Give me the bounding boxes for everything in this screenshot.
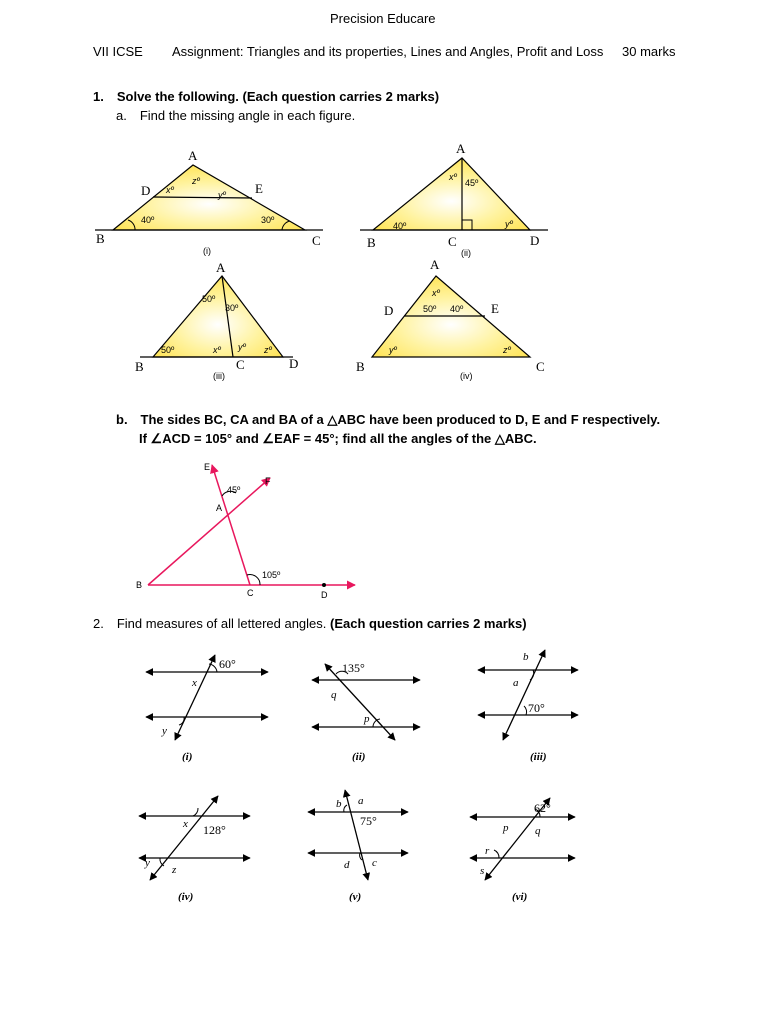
- figb-label-F: F: [265, 476, 271, 486]
- fig4-label-B: B: [356, 359, 365, 374]
- fig2-caption: (ii): [461, 248, 471, 258]
- p6-angle-s: s: [480, 865, 485, 877]
- fig4-label-A: A: [430, 257, 440, 272]
- p3-angle-b: b: [523, 651, 529, 663]
- p4-angle-x: x: [183, 818, 188, 830]
- p6-angle-r: r: [485, 845, 490, 857]
- class-label: VII ICSE: [93, 44, 143, 59]
- fig1-angle-40: 40º: [141, 215, 155, 225]
- fig2-angle-40: 40º: [393, 221, 407, 231]
- fig1-label-D: D: [141, 183, 151, 198]
- assignment-title: Assignment: Triangles and its properties, Lines and Angles, Profit and Loss: [172, 44, 604, 59]
- q1-heading: 1. Solve the following. (Each question carries 2 marks): [93, 89, 440, 104]
- fig3-angle-y: yº: [238, 342, 246, 352]
- fig2-label-B: B: [367, 235, 376, 250]
- fig1-label-A: A: [188, 148, 198, 163]
- triangle-figure-2: [360, 141, 548, 258]
- p2-angle-p: p: [364, 713, 370, 725]
- total-marks: 30 marks: [622, 44, 676, 59]
- q1a-text: a. Find the missing angle in each figure.: [116, 108, 356, 123]
- p3-angle-70: 70°: [528, 701, 545, 715]
- fig3-label-B: B: [135, 359, 144, 374]
- q2-heading: [93, 616, 527, 631]
- fig4-label-E: E: [491, 301, 499, 316]
- p1-angle-y: y: [162, 725, 167, 737]
- fig1-angle-y: yº: [218, 190, 226, 200]
- fig4-label-C: C: [536, 359, 545, 374]
- p5-angle-b: b: [336, 798, 342, 810]
- figb-label-E: E: [204, 462, 211, 472]
- fig4-angle-z: zº: [503, 345, 511, 355]
- p2-caption: (ii): [352, 751, 366, 763]
- q2-heading-marks: (Each question carries 2 marks): [330, 616, 527, 631]
- p6-caption: (vi): [512, 891, 528, 903]
- triangle-figure-1: [95, 148, 323, 256]
- p6-angle-p: p: [503, 822, 509, 834]
- fig1-label-E: E: [255, 181, 263, 196]
- fig3-angle-50-top: 50º: [202, 294, 216, 304]
- p1-angle-x: x: [192, 677, 197, 689]
- fig1-angle-x: xº: [166, 185, 174, 195]
- fig3-angle-z: zº: [264, 345, 272, 355]
- p6-angle-62: 62°: [534, 801, 551, 815]
- p4-angle-y: y: [145, 857, 150, 869]
- figb-label-A: A: [216, 503, 223, 513]
- fig2-angle-y: yº: [505, 219, 513, 229]
- parallel-figure-4: [139, 796, 250, 903]
- fig3-angle-30: 30º: [225, 303, 239, 313]
- fig3-caption: (iii): [213, 371, 225, 381]
- q1b-text-line2: If ∠ACD = 105° and ∠EAF = 45°; find all the angles of the △ABC.: [139, 431, 537, 446]
- fig4-angle-x: xº: [432, 288, 440, 298]
- fig1-label-C: C: [312, 233, 321, 248]
- figb-angle-45: 45º: [227, 485, 241, 495]
- fig2-angle-45: 45º: [465, 178, 479, 188]
- fig3-label-A: A: [216, 260, 226, 275]
- p3-angle-a: a: [513, 677, 519, 689]
- p1-caption: (i): [182, 751, 193, 763]
- p2-angle-q: q: [331, 689, 337, 701]
- p4-caption: (iv): [178, 891, 194, 903]
- fig2-label-D: D: [530, 233, 540, 248]
- p3-caption: (iii): [530, 751, 547, 763]
- p5-angle-c: c: [372, 857, 377, 869]
- fig1-angle-z: zº: [192, 176, 200, 186]
- figb-label-D: D: [321, 590, 328, 600]
- p5-angle-d: d: [344, 859, 350, 871]
- fig3-angle-x: xº: [213, 345, 221, 355]
- exterior-angle-figure: [136, 462, 355, 600]
- fig1-label-B: B: [96, 231, 105, 246]
- p4-angle-z: z: [172, 864, 177, 876]
- fig4-caption: (iv): [460, 371, 473, 381]
- parallel-figure-5: [308, 790, 408, 903]
- fig2-angle-x: xº: [449, 172, 457, 182]
- figb-label-C: C: [247, 588, 254, 598]
- p6-angle-q: q: [535, 825, 541, 837]
- p2-angle-135: 135°: [342, 661, 365, 675]
- fig3-label-C: C: [236, 357, 245, 372]
- p4-angle-128: 128°: [203, 823, 226, 837]
- p1-angle-60: 60°: [219, 657, 236, 671]
- fig4-angle-50: 50º: [423, 304, 437, 314]
- fig1-caption: (i): [203, 246, 211, 256]
- q2-heading-text: 2. Find measures of all lettered angles.: [93, 616, 327, 631]
- parallel-figure-6: [470, 798, 575, 903]
- parallel-figure-2: [312, 661, 420, 763]
- figb-label-B: B: [136, 580, 143, 590]
- triangle-figure-3: [135, 260, 298, 381]
- p5-angle-a: a: [358, 795, 364, 807]
- fig3-label-D: D: [289, 356, 299, 371]
- fig1-angle-30: 30º: [261, 215, 275, 225]
- figb-angle-105: 105º: [262, 570, 281, 580]
- parallel-figure-3: [478, 650, 578, 763]
- triangle-figure-4: [356, 257, 545, 381]
- fig4-label-D: D: [384, 303, 394, 318]
- fig3-angle-50-base: 50º: [161, 345, 175, 355]
- fig2-label-C: C: [448, 234, 457, 249]
- q1b-text-line1: b. The sides BC, CA and BA of a △ABC have been produced to D, E and F respectively.: [116, 412, 661, 427]
- p5-angle-75: 75°: [360, 814, 377, 828]
- fig4-angle-y: yº: [389, 345, 397, 355]
- parallel-figure-1: [146, 655, 268, 763]
- fig4-angle-40: 40º: [450, 304, 464, 314]
- institute-name: Precision Educare: [330, 11, 436, 26]
- p5-caption: (v): [349, 891, 362, 903]
- fig2-label-A: A: [456, 141, 466, 156]
